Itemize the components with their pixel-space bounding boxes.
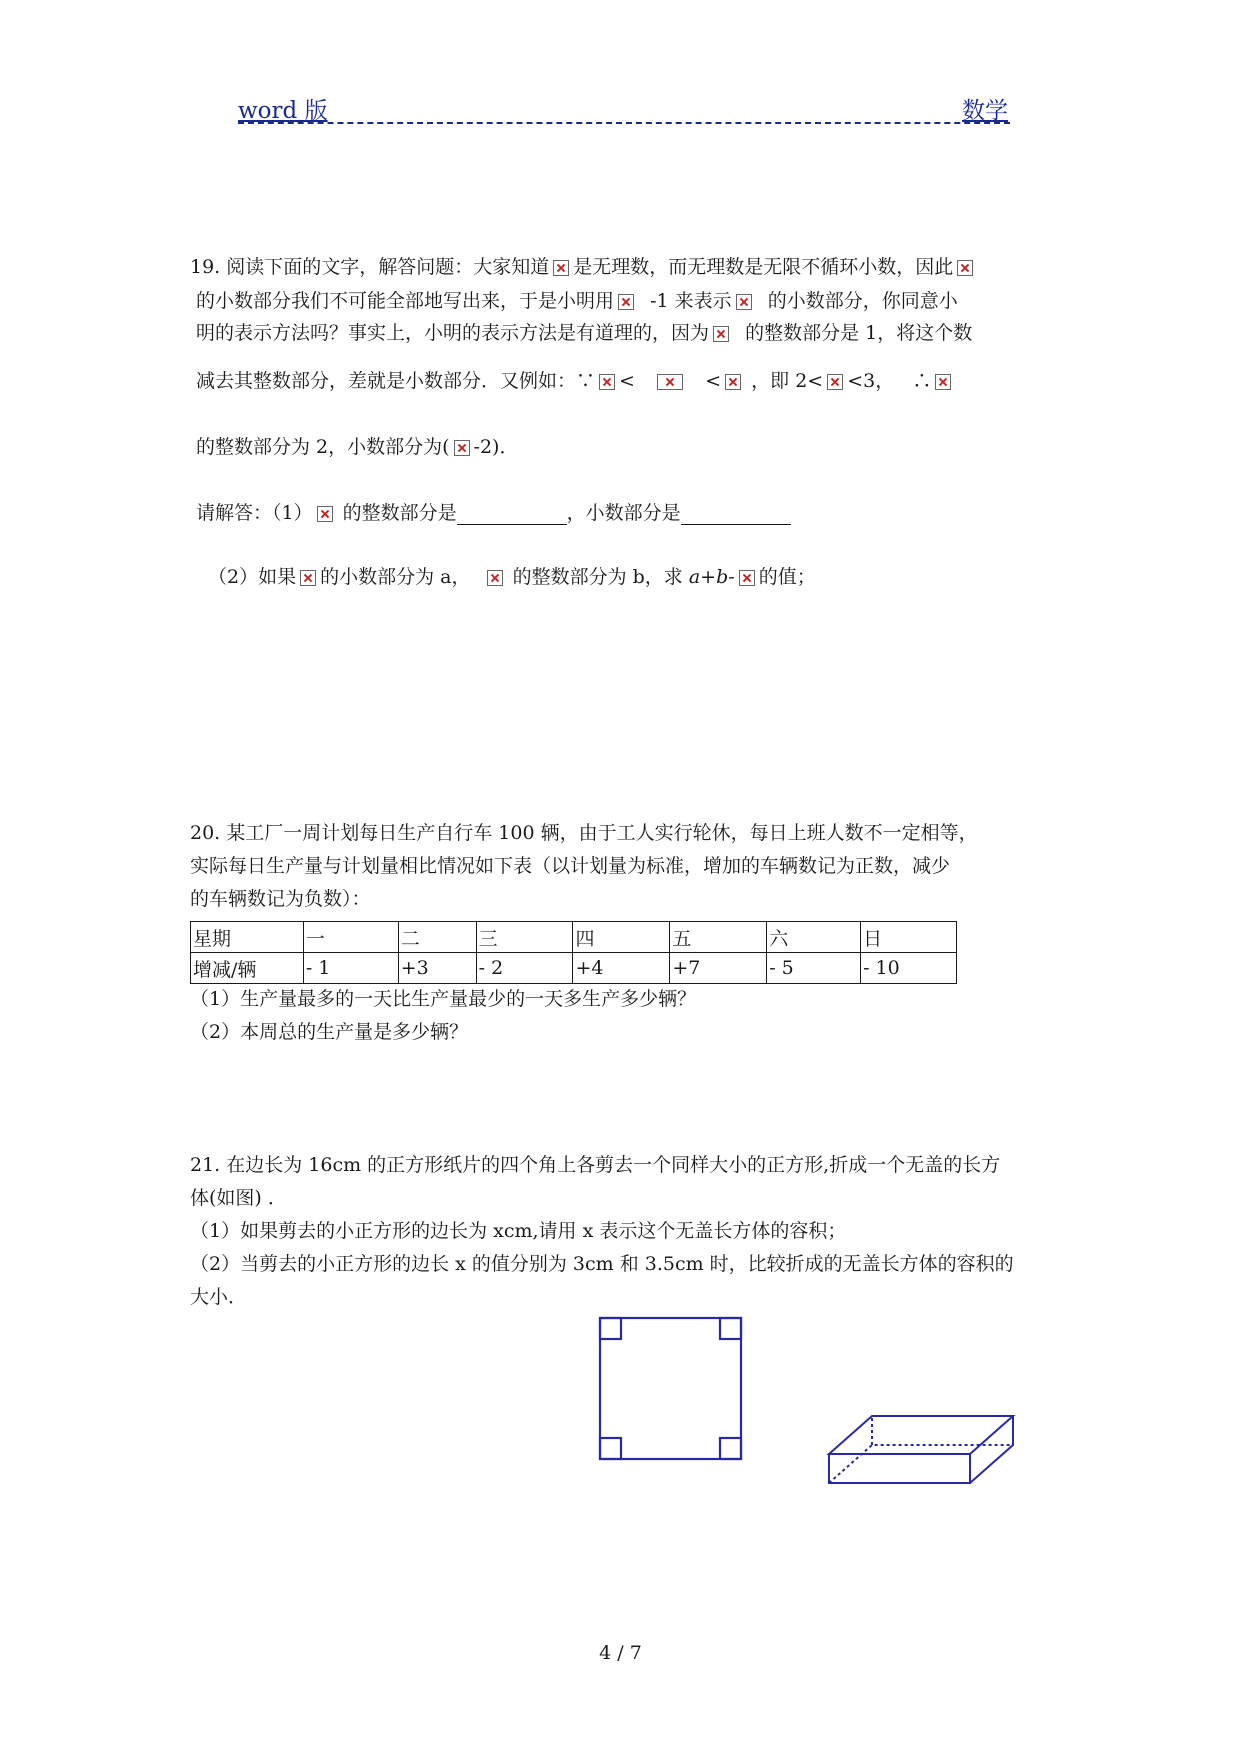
header-right: 数学 bbox=[962, 98, 1008, 124]
q21-sub-2b: 大小． bbox=[190, 1286, 248, 1308]
table-cell: 五 bbox=[670, 922, 767, 953]
q19-text: <3， bbox=[847, 370, 895, 392]
q19-text: 的整数部分为 2，小数部分为( bbox=[196, 436, 450, 458]
q19-text: 减去其整数部分，差就是小数部分．又例如：∵ bbox=[196, 370, 596, 392]
table-cell: 六 bbox=[767, 922, 861, 953]
q21-line-2: 体(如图) ． bbox=[190, 1187, 287, 1209]
q19-text: 的整数部分是 bbox=[342, 502, 457, 524]
table-cell: 三 bbox=[476, 922, 573, 953]
square-paper-figure bbox=[600, 1318, 741, 1459]
q21-sub-1: （1）如果剪去的小正方形的边长为 xcm,请用 x 表示这个无盖长方体的容积； bbox=[190, 1220, 847, 1242]
q19-text: ，即 2< bbox=[751, 370, 824, 392]
q19-text: -2)． bbox=[473, 436, 519, 458]
corner-cut-bottom-left bbox=[600, 1438, 621, 1459]
box-front-face bbox=[829, 1454, 970, 1483]
table-cell: - 2 bbox=[476, 953, 573, 984]
table-cell: +3 bbox=[398, 953, 476, 984]
q21-line-1: 21. 在边长为 16cm 的正方形纸片的四个角上各剪去一个同样大小的正方形,折成一个无盖的长方 bbox=[190, 1154, 1001, 1176]
table-cell: +4 bbox=[573, 953, 670, 984]
header-left: word 版 bbox=[238, 98, 328, 124]
q19-text: 的整数部分是 1，将这个数 bbox=[745, 322, 973, 344]
q19-text: 请解答：（1） bbox=[196, 502, 313, 524]
table-cell: - 5 bbox=[767, 953, 861, 984]
q21-sub-2a: （2）当剪去的小正方形的边长 x 的值分别为 3cm 和 3.5cm 时，比较折成的无盖长方体的容积的 bbox=[190, 1253, 1014, 1275]
open-box-figure bbox=[829, 1416, 1013, 1483]
corner-cut-top-left bbox=[600, 1318, 621, 1339]
q19-text: 的小数部分，你同意小 bbox=[767, 290, 958, 312]
page-number: 4 / 7 bbox=[599, 1642, 642, 1664]
q19-text: 的值； bbox=[758, 566, 816, 588]
table-cell: - 10 bbox=[861, 953, 957, 984]
table-cell: 二 bbox=[398, 922, 476, 953]
q20-line-2: 实际每日生产量与计划量相比情况如下表（以计划量为标准，增加的车辆数记为正数，减少 bbox=[190, 855, 951, 877]
table-cell: +7 bbox=[670, 953, 767, 984]
q19-text: 的小数部分为 a， bbox=[320, 566, 471, 588]
q20-sub-1: （1）生产量最多的一天比生产量最少的一天多生产多少辆？ bbox=[190, 988, 697, 1010]
corner-cut-bottom-right bbox=[720, 1438, 741, 1459]
q19-text: 的小数部分我们不可能全部地写出来，于是小明用 bbox=[196, 290, 615, 312]
table-cell: 星期 bbox=[191, 922, 304, 953]
q19-text: 是无理数，而无理数是无限不循环小数，因此 bbox=[573, 256, 954, 278]
corner-cut-top-right bbox=[720, 1318, 741, 1339]
box-hidden-edges bbox=[829, 1445, 1013, 1483]
q19-text: 明的表示方法吗？事实上，小明的表示方法是有道理的，因为 bbox=[196, 322, 710, 344]
q19-text: < bbox=[619, 370, 635, 392]
q19-text: 19. 阅读下面的文字，解答问题：大家知道 bbox=[190, 256, 550, 278]
q19-text: ∴ bbox=[912, 370, 932, 392]
q20-sub-2: （2）本周总的生产量是多少辆？ bbox=[190, 1021, 469, 1043]
q19-text: < bbox=[705, 370, 722, 392]
table-cell: 一 bbox=[303, 922, 398, 953]
box-top-face bbox=[829, 1416, 1013, 1454]
table-cell: 日 bbox=[861, 922, 957, 953]
q19-text: （2）如果 bbox=[208, 566, 297, 588]
table-cell: 四 bbox=[573, 922, 670, 953]
q19-text: -1 来表示 bbox=[650, 290, 732, 312]
table-cell: 增减/辆 bbox=[191, 953, 304, 984]
q20-line-1: 20. 某工厂一周计划每日生产自行车 100 辆，由于工人实行轮休，每日上班人数不一定相等， bbox=[190, 822, 978, 844]
q19-text: 的整数部分为 b，求 bbox=[512, 566, 683, 588]
q19-expression: a+b- bbox=[688, 566, 735, 588]
q19-text: ，小数部分是 bbox=[566, 502, 681, 524]
table-cell: - 1 bbox=[303, 953, 398, 984]
q20-line-3: 的车辆数记为负数）： bbox=[190, 888, 371, 910]
